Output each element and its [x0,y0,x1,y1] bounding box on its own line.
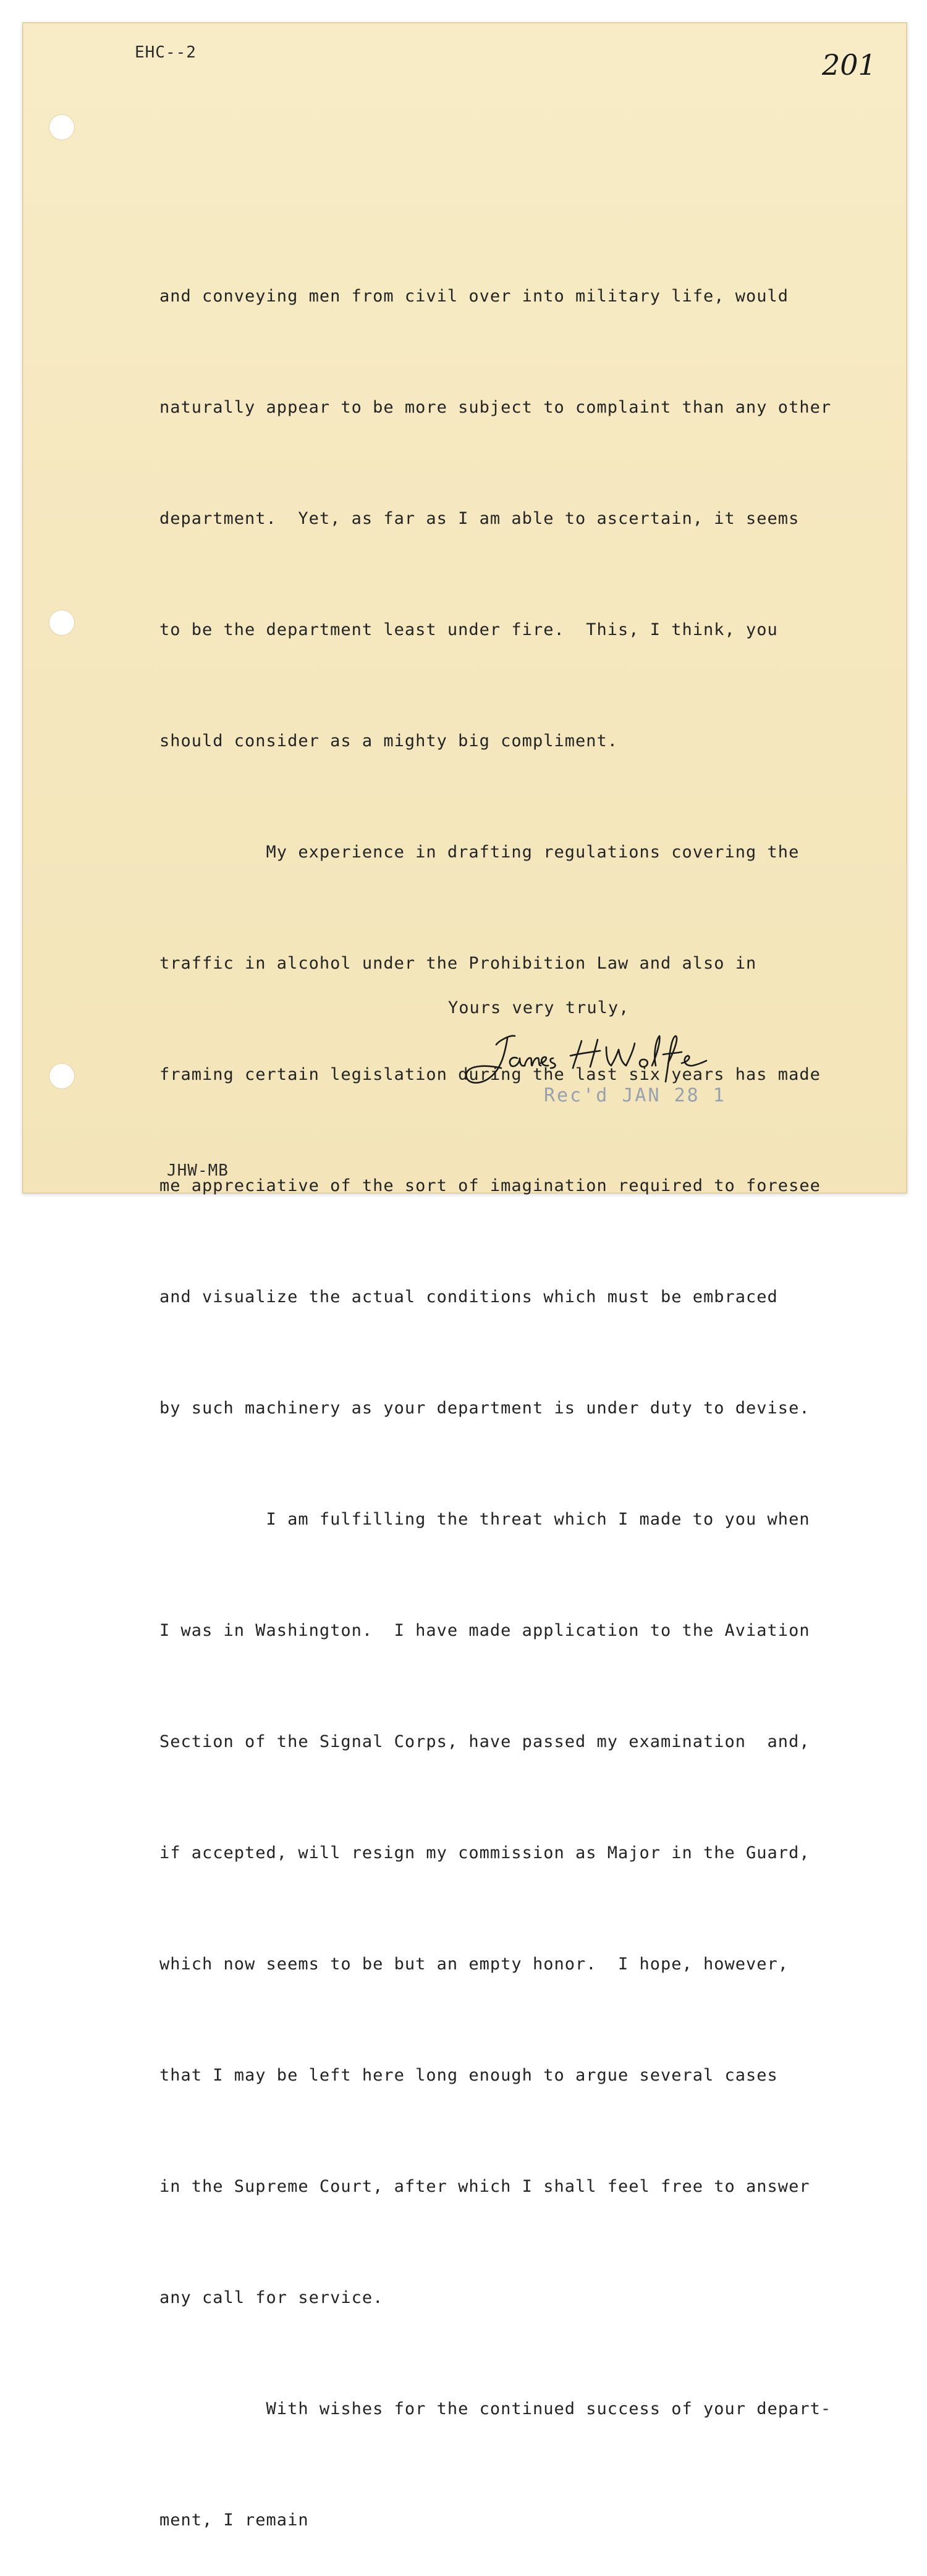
body-line: My experience in drafting regulations covering the [159,843,800,862]
handwritten-signature [460,1022,732,1093]
punch-hole-top [49,114,75,140]
body-line: framing certain legislation during the last six years has made [159,1065,821,1084]
typist-initials: JHW-MB [167,1161,229,1180]
body-line: by such machinery as your department is under duty to devise. [159,1399,810,1418]
page-number: 201 [822,48,876,82]
body-line: and visualize the actual conditions which must be embraced [159,1287,778,1307]
body-line: in the Supreme Court, after which I shall feel free to answer [159,2177,810,2196]
body-line: I am fulfilling the threat which I made to you when [159,1510,810,1529]
received-stamp: Rec'd JAN 28 1 [544,1085,726,1106]
body-line: if accepted, will resign my commission as Major in the Guard, [159,1843,810,1863]
body-line: any call for service. [159,2288,384,2307]
body-line: With wishes for the continued success of your depart- [159,2399,832,2418]
body-line: that I may be left here long enough to argue several cases [159,2066,778,2085]
body-line: department. Yet, as far as I am able to ascertain, it seems [159,509,800,528]
body-line: which now seems to be but an empty honor. I hope, however, [159,1955,789,1974]
body-line: I was in Washington. I have made application to the Aviation [159,1621,810,1640]
letter-body [159,204,864,2576]
body-line: traffic in alcohol under the Prohibition Law and also in [159,954,757,973]
body-line: to be the department least under fire. This, I think, you [159,620,778,639]
body-line: me appreciative of the sort of imagination required to foresee [159,1176,821,1195]
punch-hole-bottom [49,1063,75,1089]
body-line: naturally appear to be more subject to complaint than any other [159,398,832,417]
closing-salutation: Yours very truly, [448,998,630,1017]
punch-hole-middle [49,610,75,636]
body-line: Section of the Signal Corps, have passed my examination and, [159,1732,810,1751]
body-line: and conveying men from civil over into military life, would [159,287,789,306]
body-line: ment, I remain [159,2511,309,2530]
signature-image [460,1022,732,1090]
body-line: should consider as a mighty big compliment. [159,731,618,751]
page-reference: EHC--2 [135,43,197,62]
